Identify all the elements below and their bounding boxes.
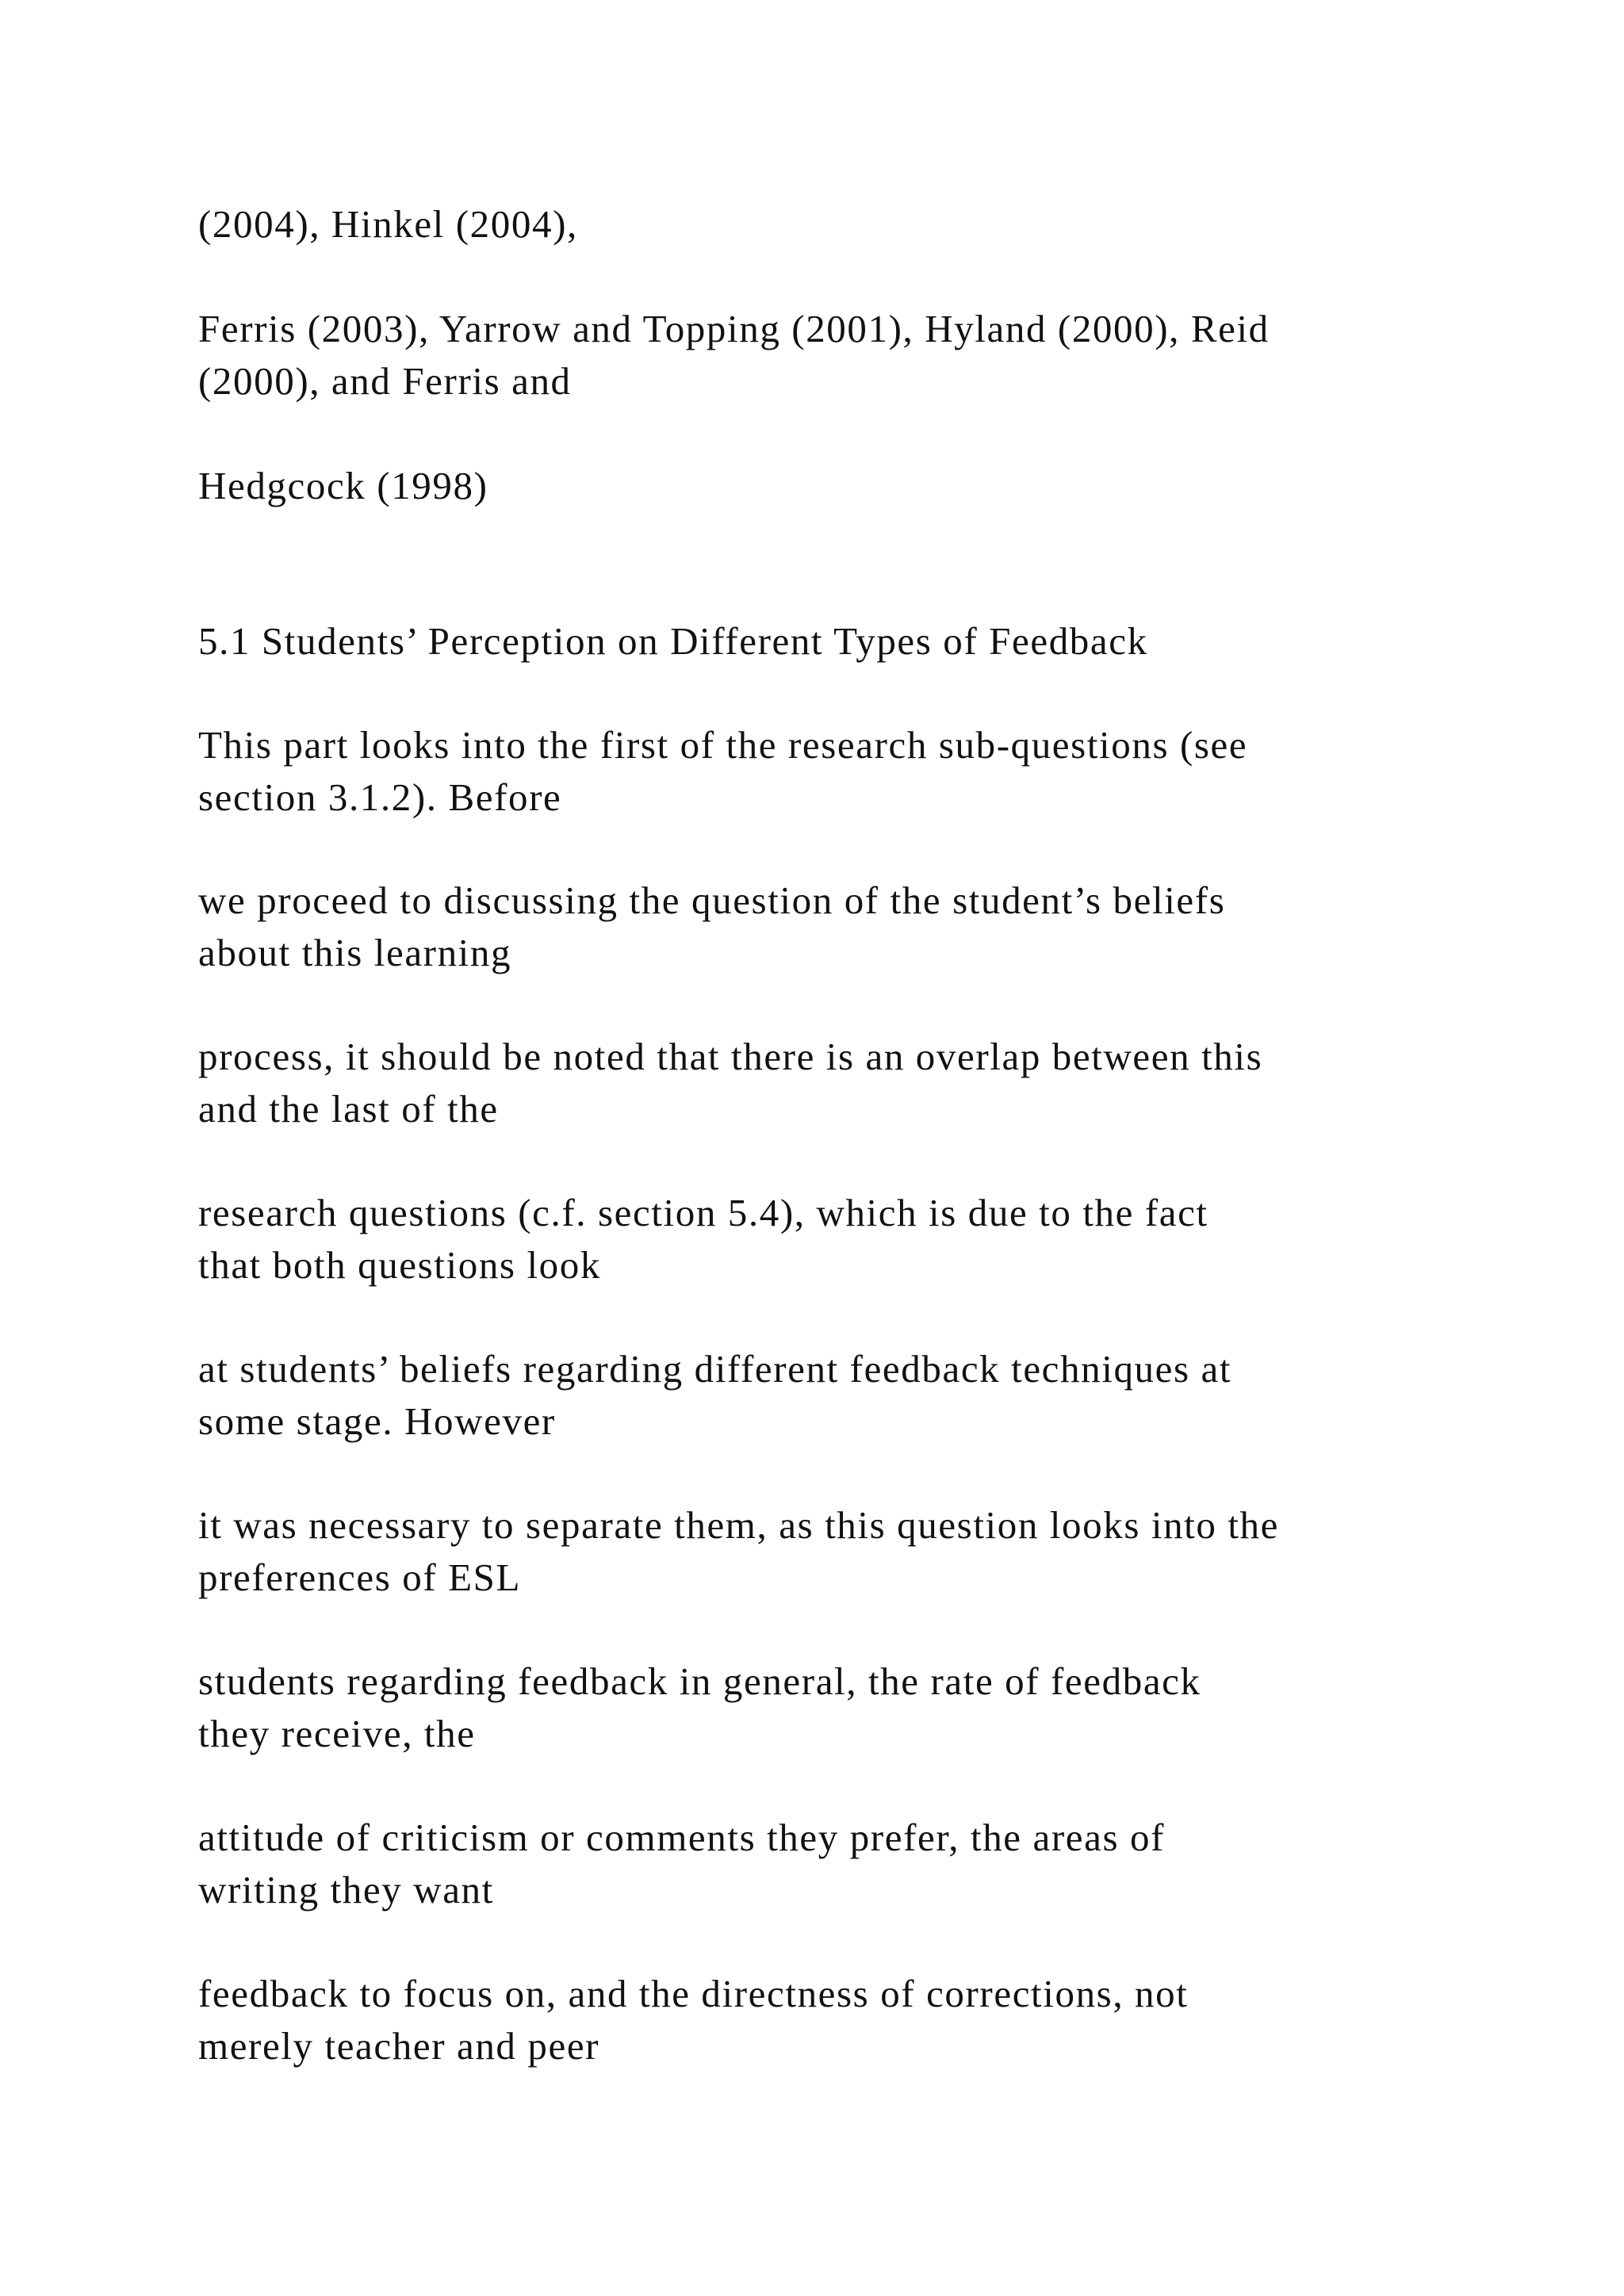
paragraph-12 — [198, 1812, 1499, 1916]
text-line: that both questions look — [198, 1243, 601, 1287]
text-line: some stage. However — [198, 1399, 556, 1443]
paragraph-7 — [198, 1031, 1499, 1135]
text-line: Ferris (2003), Yarrow and Topping (2001), Hyland (2000), Reid — [198, 307, 1270, 350]
text-line: it was necessary to separate them, as this question looks into the — [198, 1503, 1279, 1547]
text-line: 5.1 Students’ Perception on Different Types of Feedback — [198, 619, 1148, 663]
paragraph-3 — [198, 460, 1499, 512]
text-line: preferences of ESL — [198, 1556, 521, 1599]
paragraph-2 — [198, 303, 1499, 408]
text-line: they receive, the — [198, 1712, 476, 1755]
paragraph-5 — [198, 719, 1499, 824]
text-line: research questions (c.f. section 5.4), which is due to the fact — [198, 1191, 1208, 1234]
paragraph-13 — [198, 1968, 1499, 2072]
paragraph-9 — [198, 1343, 1499, 1448]
paragraph-1 — [198, 198, 1499, 251]
text-line: merely teacher and peer — [198, 2024, 600, 2068]
text-line: writing they want — [198, 1868, 494, 1911]
text-line: This part looks into the first of the research sub-questions (see — [198, 723, 1248, 767]
text-line: section 3.1.2). Before — [198, 775, 562, 819]
text-line: Hedgcock (1998) — [198, 464, 488, 507]
section-heading — [198, 615, 1499, 668]
paragraph-10 — [198, 1499, 1499, 1604]
text-line: and the last of the — [198, 1087, 499, 1131]
paragraph-11 — [198, 1655, 1499, 1760]
text-line: at students’ beliefs regarding different feedback techniques at — [198, 1347, 1232, 1391]
text-line: process, it should be noted that there is an overlap between this — [198, 1035, 1263, 1078]
text-line: attitude of criticism or comments they prefer, the areas of — [198, 1816, 1166, 1859]
text-line: (2004), Hinkel (2004), — [198, 202, 578, 246]
text-line: feedback to focus on, and the directness of corrections, not — [198, 1972, 1189, 2015]
text-line: students regarding feedback in general, the rate of feedback — [198, 1659, 1201, 1703]
paragraph-6 — [198, 874, 1499, 979]
text-line: about this learning — [198, 931, 512, 974]
text-line: (2000), and Ferris and — [198, 359, 572, 403]
text-line: we proceed to discussing the question of the student’s beliefs — [198, 878, 1226, 922]
paragraph-8 — [198, 1187, 1499, 1292]
